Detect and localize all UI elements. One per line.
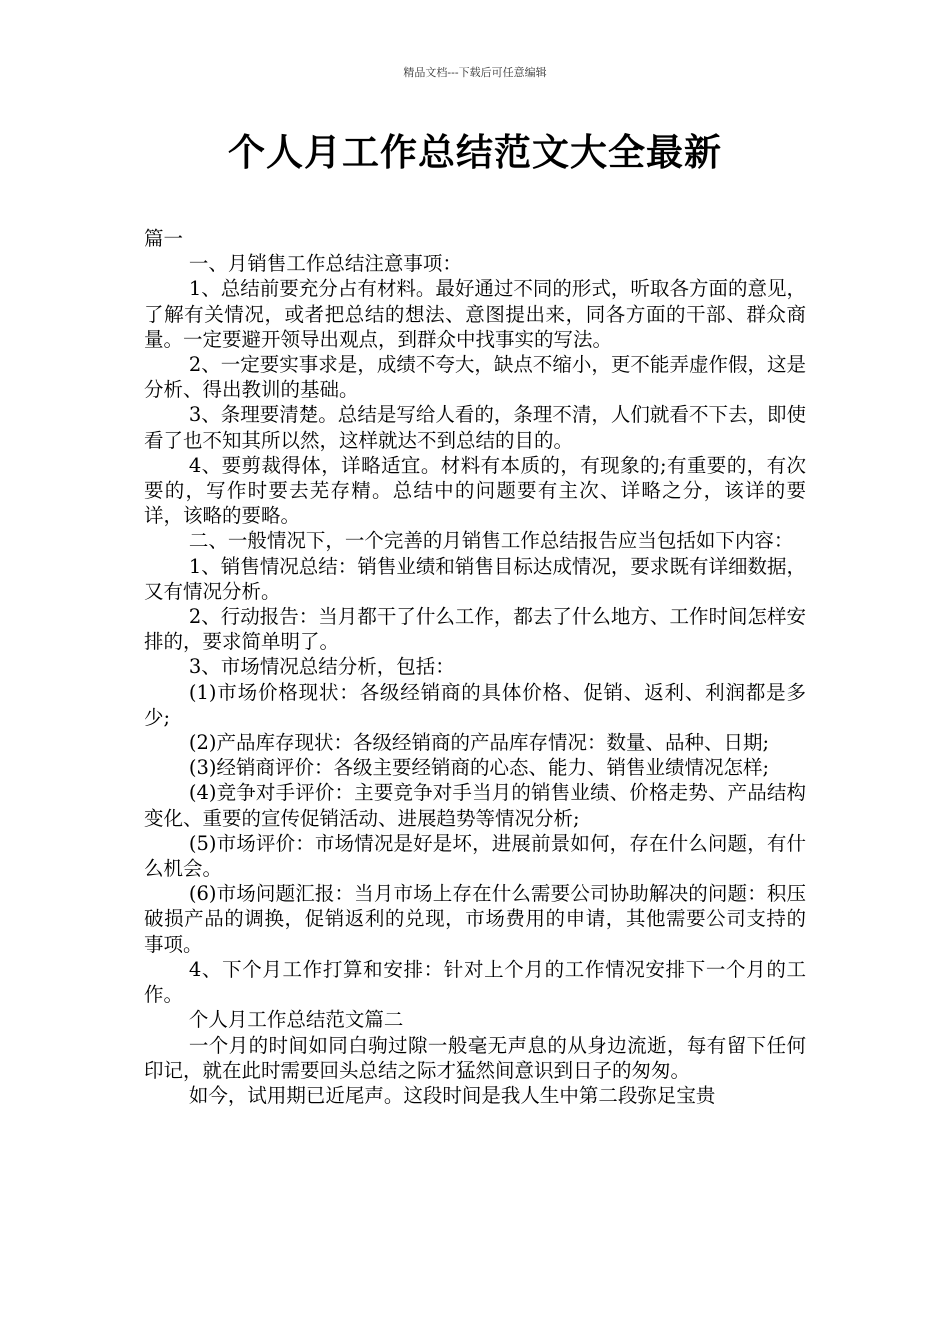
paragraph: 4、要剪裁得体，详略适宜。材料有本质的，有现象的;有重要的，有次要的，写作时要去芜存精。总结中的问题要有主次、详略之分，该详的要详，该略的要略。 bbox=[144, 453, 806, 528]
paragraph: 3、市场情况总结分析，包括： bbox=[188, 655, 455, 679]
paragraph: 1、总结前要充分占有材料。最好通过不同的形式，听取各方面的意见，了解有关情况，或者把总结的想法、意图提出来，同各方面的干部、群众商量。一定要避开领导出观点，到群众中找事实的写法。 bbox=[144, 277, 806, 351]
section-heading: 个人月工作总结范文篇二 bbox=[188, 1008, 404, 1032]
paragraph: (3)经销商评价：各级主要经销商的心态、能力、销售业绩情况怎样; bbox=[188, 756, 770, 780]
paragraph: 2、行动报告：当月都干了什么工作，都去了什么地方、工作时间怎样安排的，要求简单明了。 bbox=[144, 605, 806, 654]
document-title: 个人月工作总结范文大全最新 bbox=[228, 130, 722, 174]
paragraph: 一个月的时间如同白驹过隙一般毫无声息的从身边流逝，每有留下任何印记，就在此时需要回头总结之际才猛然间意识到日子的匆匆。 bbox=[144, 1033, 806, 1082]
page-header-note: 精品文档---下载后可任意编辑 bbox=[403, 66, 547, 79]
paragraph: 4、下个月工作打算和安排：针对上个月的工作情况安排下一个月的工作。 bbox=[144, 957, 806, 1007]
paragraph: (6)市场问题汇报：当月市场上存在什么需要公司协助解决的问题：积压破损产品的调换，促销返利的兑现，市场费用的申请，其他需要公司支持的事项。 bbox=[144, 882, 806, 956]
paragraph: (2)产品库存现状：各级经销商的产品库存情况：数量、品种、日期; bbox=[188, 731, 770, 755]
paragraph: (5)市场评价：市场情况是好是坏，进展前景如何，存在什么问题，有什么机会。 bbox=[144, 831, 806, 881]
paragraph: 2、一定要实事求是，成绩不夸大，缺点不缩小，更不能弄虚作假，这是分析、得出教训的基础。 bbox=[144, 353, 806, 402]
paragraph: 3、条理要清楚。总结是写给人看的，条理不清，人们就看不下去，即使看了也不知其所以然，这样就达不到总结的目的。 bbox=[144, 403, 806, 452]
paragraph: 一、月销售工作总结注意事项： bbox=[188, 252, 462, 276]
paragraph: 二、一般情况下，一个完善的月销售工作总结报告应当包括如下内容： bbox=[188, 529, 794, 553]
paragraph: 1、销售情况总结：销售业绩和销售目标达成情况，要求既有详细数据，又有情况分析。 bbox=[144, 554, 806, 603]
paragraph: (1)市场价格现状：各级经销商的具体价格、促销、返利、利润都是多少; bbox=[144, 680, 806, 729]
section-label: 篇一 bbox=[144, 227, 184, 250]
paragraph: (4)竞争对手评价：主要竞争对手当月的销售业绩、价格走势、产品结构变化、重要的宣传促销活动、进展趋势等情况分析; bbox=[144, 781, 806, 830]
paragraph: 如今，试用期已近尾声。这段时间是我人生中第二段弥足宝贵 bbox=[188, 1083, 716, 1107]
document-body bbox=[144, 226, 806, 1108]
